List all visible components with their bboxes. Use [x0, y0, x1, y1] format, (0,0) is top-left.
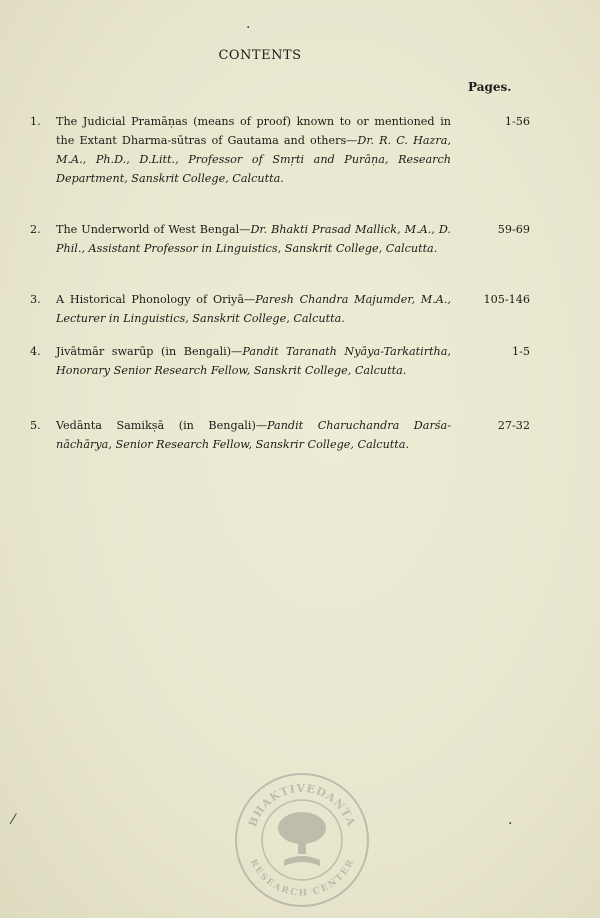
- tree-seal-icon: [232, 770, 372, 910]
- entry-pages: 59-69: [497, 223, 530, 236]
- entry-author: Paresh Chandra Majumder, M.A., Lecturer in Linguistics, Sanskrit College, Calcutta.: [56, 293, 451, 325]
- entry-text: [56, 220, 451, 258]
- entry-title: A Historical Phonology of Oriyā—: [56, 293, 256, 306]
- entry-pages: 27-32: [497, 419, 530, 432]
- entry-title: Vedānta Samikṣā (in Bengali)—: [56, 419, 268, 432]
- entry-author: Dr. R. C. Hazra, M.A., Ph.D., D.Litt., Professor of Smṛti and Purāṇa, Research Department, Sanskrit College, Calcutta.: [56, 134, 451, 185]
- ink-mark-left: ⁄: [12, 812, 15, 828]
- entry-pages: 1-5: [511, 345, 530, 358]
- contents-title: CONTENTS: [218, 48, 302, 63]
- entry-author: Dr. Bhakti Prasad Mallick, M.A., D. Phil., Assistant Professor in Linguistics, Sanskrit College, Calcutta.: [56, 223, 451, 255]
- entry-author: Pandit Charuchandra Darśa-nāchārya, Senior Research Fellow, Sanskrir College, Calcutta.: [56, 419, 451, 451]
- entry-text: [56, 290, 451, 328]
- contents-entry-3: [30, 290, 530, 328]
- entry-title: The Judicial Pramāṇas (means of proof) known to or mentioned in the Extant Dharma-sūtras of Gautama and others—: [56, 115, 451, 147]
- entry-pages: 1-56: [504, 115, 530, 128]
- seal-bottom-text: RESEARCH CENTER: [247, 857, 357, 899]
- entry-number: 2.: [30, 223, 41, 236]
- pages-column-heading: Pages.: [468, 80, 512, 94]
- entry-author: Pandit Taranath Nyāya-Tarkatirtha, Honorary Senior Research Fellow, Sanskrit College, Calcutta.: [56, 345, 451, 377]
- ink-mark-right: ·: [508, 816, 513, 832]
- contents-entry-1: [30, 112, 530, 188]
- entry-text: [56, 112, 451, 188]
- seal-top-text: BHAKTIVEDANTA: [246, 781, 358, 829]
- entry-number: 4.: [30, 345, 41, 358]
- entry-number: 5.: [30, 419, 41, 432]
- contents-entry-5: [30, 416, 530, 454]
- contents-entry-2: [30, 220, 530, 258]
- contents-entry-4: [30, 342, 530, 380]
- entry-text: [56, 416, 451, 454]
- entry-number: 1.: [30, 115, 41, 128]
- entry-title: Jivātmār swarūp (in Bengali)—: [56, 345, 243, 358]
- entry-number: 3.: [30, 293, 41, 306]
- entry-title: The Underworld of West Bengal—: [56, 223, 251, 236]
- ink-speck: ·: [246, 20, 251, 36]
- entry-text: [56, 342, 451, 380]
- entry-pages: 105-146: [483, 293, 530, 306]
